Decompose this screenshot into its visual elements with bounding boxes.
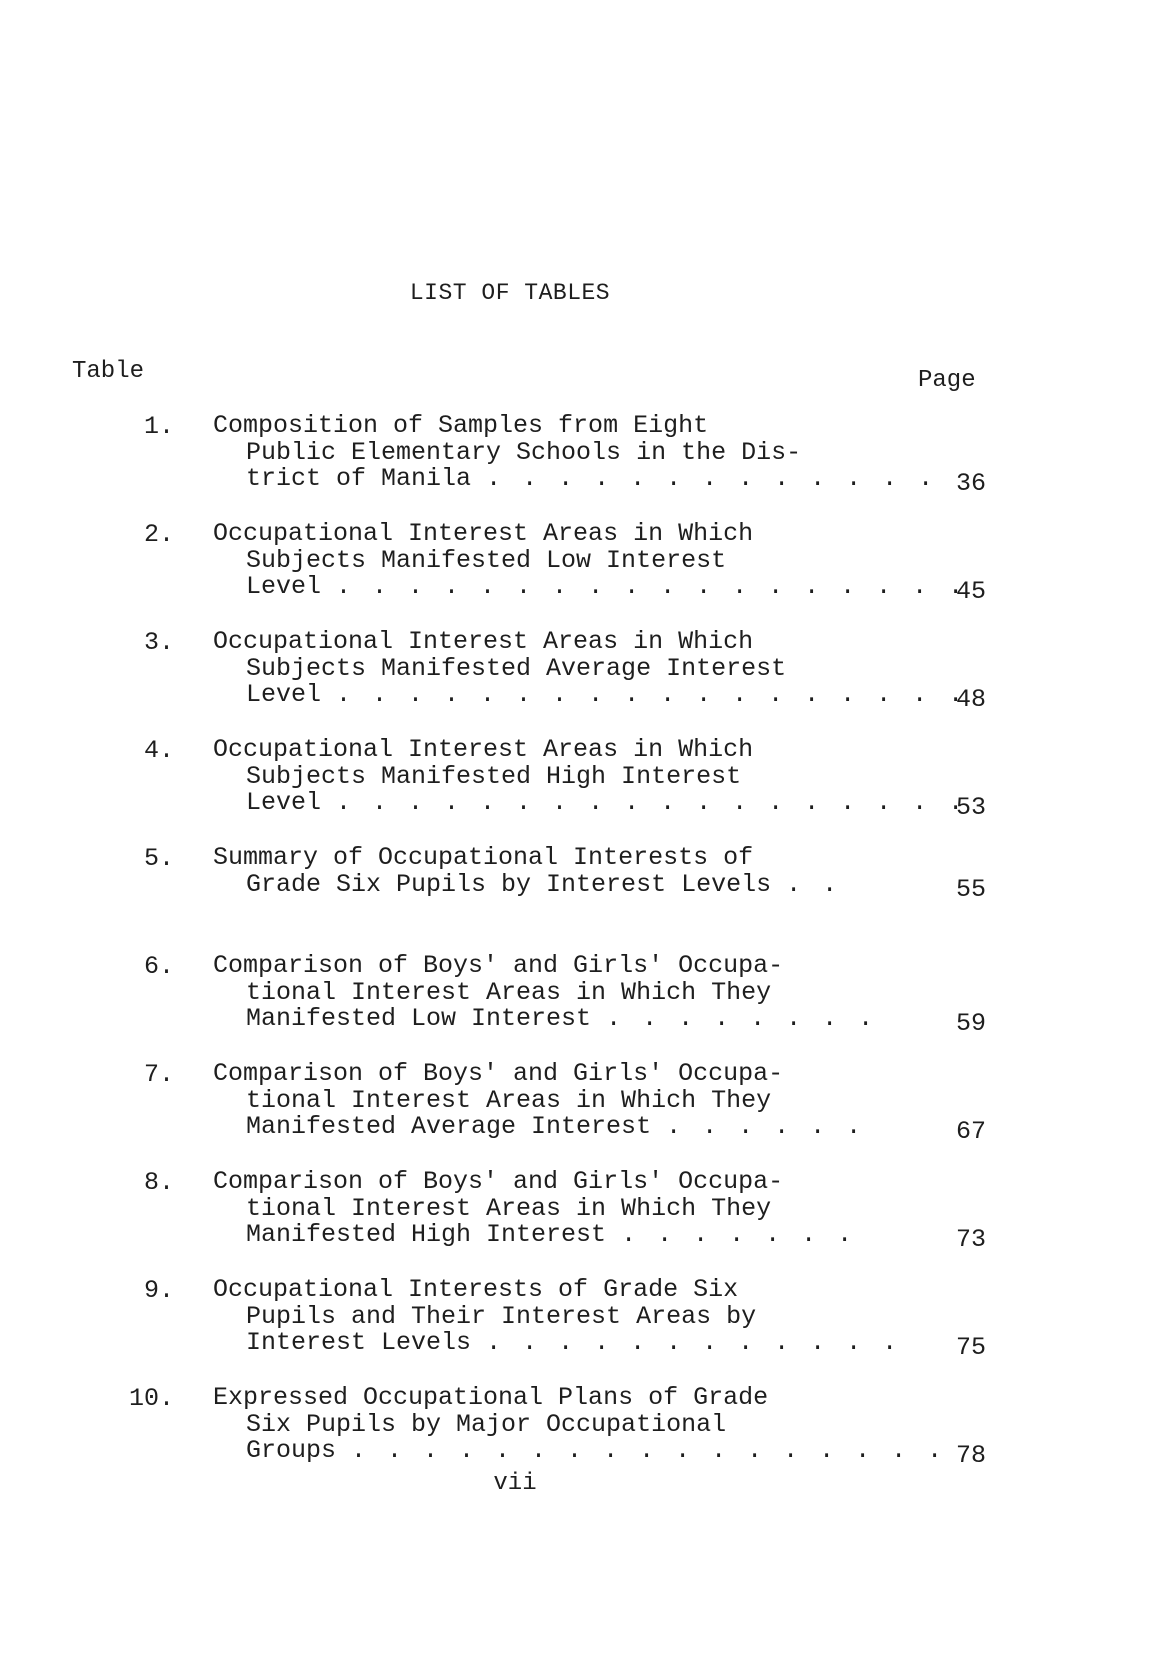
table-entry-title <box>213 1275 901 1357</box>
table-entry-title <box>213 627 967 709</box>
table-entry <box>0 1277 1164 1385</box>
table-entry-page: 75 <box>955 1333 986 1362</box>
table-entry-title-line <box>213 1436 946 1465</box>
leader-dots: . . . . . . . . . . . . . . . . . . <box>336 788 967 817</box>
leader-dots: . . . . . . . . . . . . . . . . . . <box>336 572 967 601</box>
leader-dots: . . . . . . . . <box>606 1004 877 1033</box>
table-entry <box>0 737 1164 845</box>
table-entry <box>0 953 1164 1061</box>
table-entry-title-line <box>213 1193 873 1223</box>
title-text: Occupational Interest Areas in Which <box>213 735 754 764</box>
title-text: Occupational Interest Areas in Which <box>213 519 754 548</box>
table-entry-page: 67 <box>955 1117 986 1146</box>
title-text: Occupational Interest Areas in Which <box>213 627 754 656</box>
table-entry-page: 53 <box>955 793 986 822</box>
table-entry-title-line <box>213 1409 873 1439</box>
page-title: LIST OF TABLES <box>409 280 611 306</box>
title-text: tional Interest Areas in Which They <box>246 1193 772 1223</box>
table-entry-title <box>213 845 873 898</box>
page-number: vii <box>493 1470 537 1497</box>
table-entry-title-line <box>213 1085 873 1115</box>
table-entry-title <box>213 519 967 601</box>
title-text: Manifested Low Interest <box>246 1004 592 1033</box>
table-entry-number: 3. <box>143 628 174 657</box>
title-text: Composition of Samples from Eight <box>213 411 709 440</box>
table-entry-title-line <box>213 1061 873 1088</box>
table-entry-number: 9. <box>143 1276 174 1305</box>
table-entry-title <box>213 1169 873 1249</box>
title-text: Summary of Occupational Interests of <box>213 843 754 872</box>
table-entry-title <box>213 1383 946 1465</box>
table-entry-title-line <box>213 653 873 683</box>
table-entry-title-line <box>213 953 873 980</box>
title-text: Subjects Manifested Average Interest <box>246 653 787 683</box>
table-entry-title-line <box>213 845 873 872</box>
leader-dots: . . <box>786 869 841 899</box>
table-entry-title-line <box>213 761 873 791</box>
title-text: Occupational Interests of Grade Six <box>213 1275 739 1304</box>
leader-dots: . . . . . . . . . . . . . <box>486 464 937 493</box>
table-entry-title-line <box>213 1114 873 1141</box>
table-entry-title-line <box>213 464 937 493</box>
title-text: Subjects Manifested High Interest <box>246 761 742 791</box>
table-entry <box>0 1169 1164 1277</box>
title-text: Subjects Manifested Low Interest <box>246 545 727 575</box>
leader-dots: . . . . . . . . . . . . <box>486 1328 901 1357</box>
table-entry-page: 78 <box>955 1441 986 1470</box>
table-entry-number: 6. <box>143 952 174 981</box>
table-entry-title-line <box>213 1169 873 1196</box>
table-entry-title <box>213 735 967 817</box>
leader-dots: . . . . . . . . . . . . . . . . . <box>351 1436 946 1465</box>
title-text: tional Interest Areas in Which They <box>246 977 772 1007</box>
table-entry <box>0 629 1164 737</box>
table-entry-title-line <box>213 1004 877 1033</box>
table-entry <box>0 1061 1164 1169</box>
title-text: Public Elementary Schools in the Dis- <box>246 437 802 467</box>
table-entry-page: 36 <box>955 469 986 498</box>
title-text: Grade Six Pupils by Interest Levels <box>246 869 772 899</box>
title-text: trict of Manila <box>246 464 472 493</box>
table-entry-title-line <box>213 521 873 548</box>
table-entry-title-line <box>213 737 873 764</box>
title-text: Level <box>246 788 322 817</box>
leader-dots: . . . . . . . <box>621 1220 856 1249</box>
title-text: Interest Levels <box>246 1328 472 1357</box>
table-entry-page: 73 <box>955 1225 986 1254</box>
title-text: Manifested Average Interest <box>246 1112 652 1141</box>
title-text: Pupils and Their Interest Areas by <box>246 1301 757 1331</box>
table-entry-title <box>213 951 877 1033</box>
table-entry-title-line <box>213 413 873 440</box>
table-entry-number: 10. <box>128 1384 174 1413</box>
title-text: tional Interest Areas in Which They <box>246 1085 772 1115</box>
title-text: Level <box>246 572 322 601</box>
table-entry-number: 4. <box>143 736 174 765</box>
title-text: Comparison of Boys' and Girls' Occupa- <box>213 951 784 980</box>
table-entry-title-line <box>213 1222 873 1249</box>
page-column-header: Page <box>918 367 976 394</box>
title-text: Level <box>246 680 322 709</box>
table-entry-title-line <box>213 1328 901 1357</box>
table-entry <box>0 413 1164 521</box>
table-entry-title-line <box>213 545 873 575</box>
table-entry-page: 59 <box>955 1009 986 1038</box>
table-entry-number: 1. <box>143 412 174 441</box>
table-entry-title-line <box>213 1301 873 1331</box>
table-entry-title-line <box>213 437 873 467</box>
table-entry-number: 8. <box>143 1168 174 1197</box>
table-entry-title-line <box>213 788 967 817</box>
table-list <box>0 413 1164 1493</box>
table-entry-title-line <box>213 680 967 709</box>
table-entry-number: 7. <box>143 1060 174 1089</box>
leader-dots: . . . . . . . . . . . . . . . . . . <box>336 680 967 709</box>
table-entry <box>0 845 1164 953</box>
table-entry <box>0 521 1164 629</box>
title-text: Comparison of Boys' and Girls' Occupa- <box>213 1059 784 1088</box>
table-entry-title-line <box>213 1385 873 1412</box>
table-entry-title-line <box>213 629 873 656</box>
table-entry-page: 45 <box>955 577 986 606</box>
table-column-header: Table <box>72 358 145 385</box>
title-text: Expressed Occupational Plans of Grade <box>213 1383 769 1412</box>
table-entry-title-line <box>213 977 873 1007</box>
table-entry-title <box>213 411 937 493</box>
table-entry-number: 5. <box>143 844 174 873</box>
leader-dots: . . . . . . <box>666 1112 865 1141</box>
table-entry-title <box>213 1061 873 1141</box>
table-entry-title-line <box>213 869 873 899</box>
table-entry-page: 48 <box>955 685 986 714</box>
table-entry-title-line <box>213 1277 873 1304</box>
table-entry-page: 55 <box>955 874 986 904</box>
title-text: Manifested High Interest <box>246 1220 607 1249</box>
table-entry-number: 2. <box>143 520 174 549</box>
title-text: Comparison of Boys' and Girls' Occupa- <box>213 1167 784 1196</box>
title-text: Six Pupils by Major Occupational <box>246 1409 727 1439</box>
title-text: Groups <box>246 1436 337 1465</box>
table-entry-title-line <box>213 572 967 601</box>
